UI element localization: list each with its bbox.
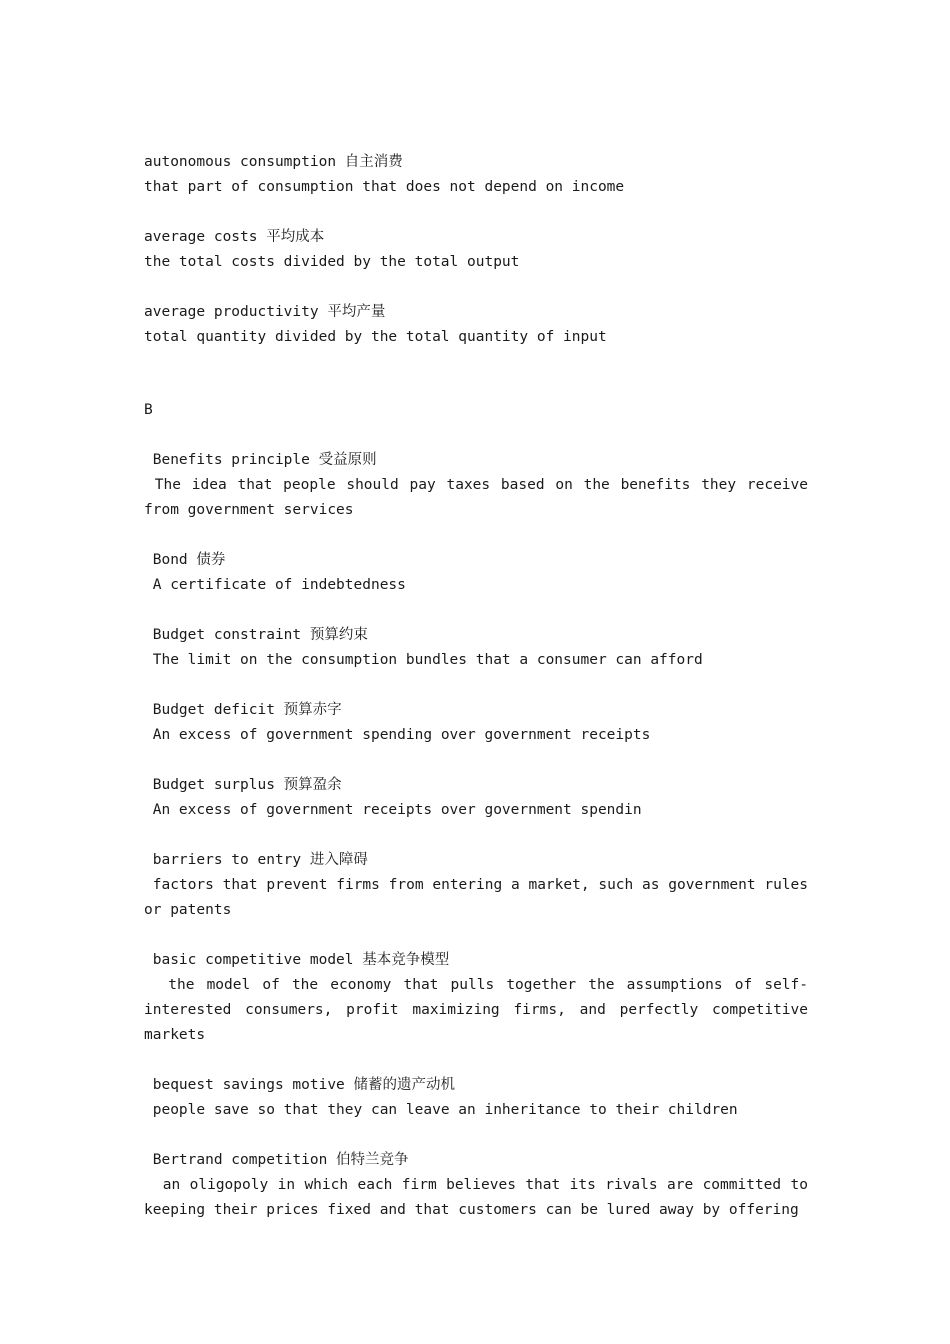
- entry-term: Benefits principle 受益原则: [144, 452, 377, 468]
- entry-term: Bond 债券: [144, 552, 226, 568]
- glossary-entry: [144, 1148, 817, 1223]
- glossary-entry: [144, 150, 808, 200]
- entry-definition: that part of consumption that does not depend on income: [144, 179, 625, 195]
- entry-term: Budget constraint 预算约束: [144, 627, 368, 643]
- glossary-entry: [144, 698, 808, 748]
- entry-term: average productivity 平均产量: [144, 304, 386, 320]
- entry-term: average costs 平均成本: [144, 229, 325, 245]
- glossary-entry: [144, 848, 817, 923]
- entry-definition: factors that prevent firms from entering a market, such as government rules or patents: [144, 877, 817, 918]
- glossary-entry: [144, 548, 808, 598]
- entry-term: barriers to entry 进入障碍: [144, 852, 368, 868]
- entry-definition: total quantity divided by the total quantity of input: [144, 329, 607, 345]
- glossary-entry: [144, 1073, 808, 1123]
- glossary-entry: [144, 623, 808, 673]
- entry-term: Budget surplus 预算盈余: [144, 777, 342, 793]
- entry-definition: The idea that people should pay taxes based on the benefits they receive from government services: [144, 477, 817, 518]
- entry-definition: A certificate of indebtedness: [144, 577, 406, 593]
- glossary-entry: [144, 225, 808, 275]
- entry-term: bequest savings motive 储蓄的遗产动机: [144, 1077, 456, 1093]
- glossary-entry: [144, 448, 817, 523]
- entry-definition: the model of the economy that pulls together the assumptions of self-interested consumers, profit maximizing firms, and perfectly competitive markets: [144, 977, 817, 1043]
- section-letter-heading: B: [144, 402, 153, 418]
- entry-definition: An excess of government receipts over government spendin: [144, 802, 642, 818]
- glossary-entry: [144, 948, 817, 1048]
- entry-definition: people save so that they can leave an inheritance to their children: [144, 1102, 738, 1118]
- entry-definition: the total costs divided by the total output: [144, 254, 520, 270]
- entry-definition: An excess of government spending over government receipts: [144, 727, 651, 743]
- glossary-entry: [144, 773, 808, 823]
- entry-term: Budget deficit 预算赤字: [144, 702, 342, 718]
- entry-term: Bertrand competition 伯特兰竞争: [144, 1152, 409, 1168]
- glossary-entry: [144, 300, 808, 350]
- entry-definition: The limit on the consumption bundles that a consumer can afford: [144, 652, 703, 668]
- entry-definition: an oligopoly in which each firm believes that its rivals are committed to keeping their prices fixed and that customers can be lured away by offering: [144, 1177, 817, 1218]
- entry-term: basic competitive model 基本竞争模型: [144, 952, 450, 968]
- document-body: [144, 150, 817, 1248]
- entry-term: autonomous consumption 自主消费: [144, 154, 403, 170]
